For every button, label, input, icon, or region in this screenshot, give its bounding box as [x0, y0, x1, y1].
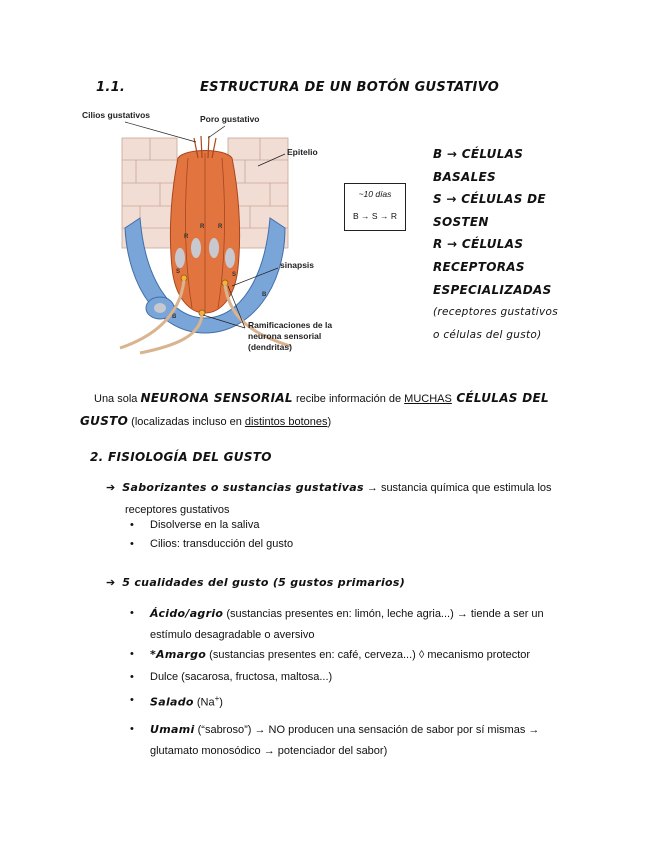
list-item-text: Cilios: transducción del gusto [150, 538, 294, 550]
legend-line: B → CÉLULAS [433, 147, 524, 161]
text: (sustancias presentes en: limón, leche agria...) → tiende a ser un [223, 608, 544, 620]
text: Una sola [94, 393, 141, 405]
bullet: • [130, 723, 134, 735]
legend-line: R → CÉLULAS [433, 237, 524, 252]
emphasis: NEURONA SENSORIAL [140, 391, 293, 405]
label-ramificaciones-3: (dendritas) [248, 342, 292, 352]
list-item-dulce [130, 671, 333, 683]
label-poro: Poro gustativo [200, 114, 260, 124]
text: (Na [193, 696, 215, 709]
text: (sustancias presentes en: café, cerveza...) ◊ mecanismo protector [206, 649, 531, 661]
bullet: • [130, 694, 134, 706]
arrow-icon: ➔ [106, 577, 116, 589]
label-ramificaciones-1: Ramificaciones de la [248, 320, 333, 330]
list-item [130, 519, 260, 531]
taste-head: *Amargo [150, 648, 207, 661]
legend-line: BASALES [433, 169, 496, 184]
label-sinapsis: sinapsis [280, 260, 315, 270]
text: Dulce (sacarosa, fructosa, maltosa...) [150, 671, 333, 683]
bullet: • [130, 671, 134, 683]
legend-note: o células del gusto) [433, 328, 542, 341]
cualidades-head: 5 cualidades del gusto [122, 576, 273, 589]
label-cilios: Cilios gustativos [82, 110, 151, 120]
list-item [130, 538, 294, 550]
svg-text:B: B [172, 314, 177, 320]
legend-line: S → CÉLULAS DE [433, 192, 546, 207]
superscript: + [214, 694, 220, 703]
svg-text:S: S [232, 272, 237, 278]
legend-line: ESPECIALIZADAS [433, 282, 552, 297]
taste-head: Umami [150, 723, 195, 736]
bullet: • [130, 648, 134, 660]
cualidades-subhead: (5 gustos primarios) [272, 576, 406, 589]
list-item-amargo [130, 648, 531, 661]
bullet: • [130, 538, 134, 550]
neuron-paragraph [80, 387, 580, 433]
underlined-text: MUCHAS [404, 393, 452, 405]
legend-line: RECEPTORAS [433, 259, 525, 274]
svg-text:S: S [176, 269, 181, 275]
section-2-title: 2. FISIOLOGÍA DEL GUSTO [90, 450, 272, 464]
saborizantes-block [106, 477, 581, 521]
svg-text:R: R [218, 224, 223, 230]
cell-type-legend [433, 143, 593, 346]
text: (localizadas incluso en [128, 416, 245, 428]
emphasis: GUSTO [80, 414, 129, 428]
label-ramificaciones-2: neurona sensorial [248, 331, 322, 341]
cualidades-heading [106, 576, 405, 589]
cycle-time: ~10 días [358, 189, 392, 199]
legend-line: SOSTEN [433, 214, 489, 229]
text: glutamato monosódico → potenciador del sabor) [150, 745, 388, 757]
svg-text:R: R [200, 224, 205, 230]
section-number: 1.1. [96, 80, 126, 95]
saborizantes-head: Saborizantes o sustancias gustativas [122, 481, 364, 494]
section-title: ESTRUCTURA DE UN BOTÓN GUSTATIVO [200, 80, 500, 95]
cell-cycle-box [344, 183, 406, 231]
text: receptores gustativos [125, 504, 230, 516]
text: ) [327, 416, 332, 428]
list-item-acido [130, 603, 580, 646]
text: (“sabroso”) → NO producen una sensación de sabor por sí mismas → [194, 724, 540, 736]
text: ) [219, 696, 223, 709]
legend-note: (receptores gustativos [433, 306, 558, 319]
svg-text:B: B [262, 292, 267, 298]
bullet: • [130, 519, 134, 531]
list-item-salado [130, 694, 223, 709]
text: → sustancia química que estimula los [363, 482, 552, 494]
taste-head: Ácido/agrio [150, 607, 224, 620]
label-epitelio: Epitelio [287, 147, 318, 157]
cycle-sequence: B → S → R [353, 211, 397, 221]
text: recibe información de [292, 393, 405, 405]
arrow-icon: ➔ [106, 482, 116, 494]
emphasis: CÉLULAS DEL [451, 391, 549, 405]
bullet: • [130, 607, 134, 619]
svg-text:R: R [184, 234, 189, 240]
taste-head: Salado [150, 695, 194, 709]
text: estímulo desagradable o aversivo [150, 629, 315, 641]
underlined-text: distintos botones [244, 416, 328, 428]
taste-bud-diagram [80, 108, 345, 358]
list-item-umami [130, 719, 580, 762]
list-item-text: Disolverse en la saliva [150, 519, 260, 531]
